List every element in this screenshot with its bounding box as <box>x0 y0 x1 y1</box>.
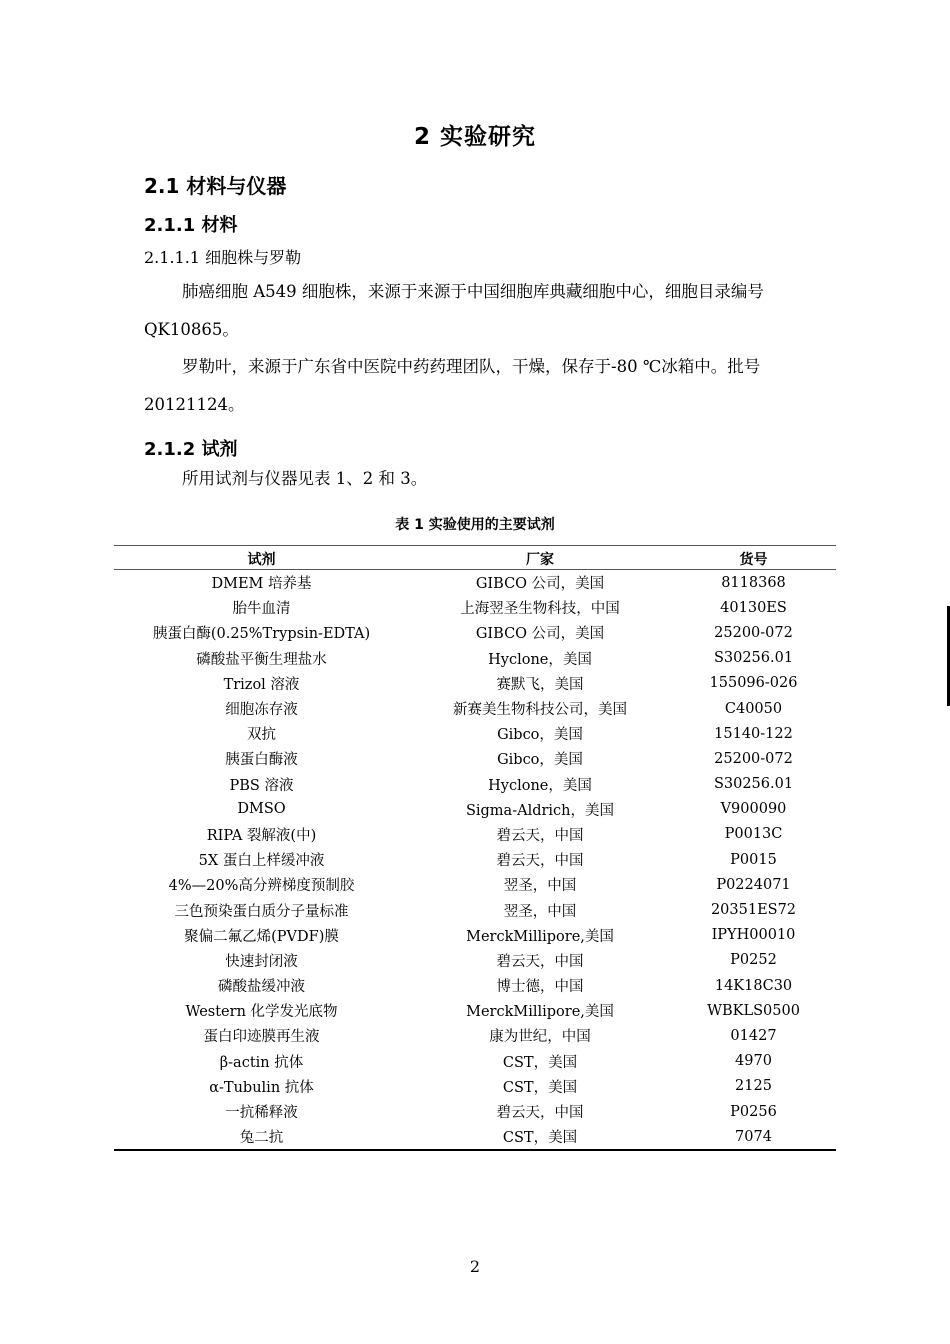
manufacturer-cell: CST，美国 <box>502 1079 578 1096</box>
reagent-cell: 磷酸盐缓冲液 <box>218 979 305 996</box>
reagent-cell: 磷酸盐平衡生理盐水 <box>196 651 327 668</box>
reagent-cell: Western 化学发光底物 <box>185 1004 338 1021</box>
manufacturer-cell: 上海翌圣生物科技，中国 <box>460 601 620 618</box>
manufacturer-cell: 康为世纪，中国 <box>489 1029 591 1046</box>
table-row <box>114 998 836 1023</box>
header-reagent: 试剂 <box>114 546 409 570</box>
table-caption: 表 1 实验使用的主要试剂 <box>395 517 555 533</box>
catalog-number-cell: 20351ES72 <box>710 902 797 919</box>
paragraph-cell-line: 肺癌细胞 A549 细胞株，来源于来源于中国细胞库典藏细胞中心，细胞目录编号 QK10865。 <box>144 282 764 339</box>
catalog-number-cell: 15140-122 <box>714 725 793 742</box>
manufacturer-cell: GIBCO 公司，美国 <box>475 576 605 593</box>
catalog-number-cell: V900090 <box>720 801 787 818</box>
table-row <box>114 570 836 596</box>
manufacturer-cell: MerckMillipore,美国 <box>466 1004 614 1021</box>
table-row <box>114 772 836 797</box>
manufacturer-cell: Gibco，美国 <box>497 752 583 769</box>
manufacturer-cell: CST，美国 <box>502 1054 578 1071</box>
reagent-cell: 4%—20%高分辨梯度预制胶 <box>168 878 355 895</box>
catalog-number-cell: 155096-026 <box>709 675 798 692</box>
table-row <box>114 696 836 721</box>
table-row <box>114 620 836 645</box>
table-row <box>114 646 836 671</box>
table-row <box>114 822 836 847</box>
catalog-number-cell: 7074 <box>671 1124 836 1150</box>
catalog-number-cell: P0256 <box>730 1103 777 1120</box>
table-header <box>114 546 836 570</box>
table-row <box>114 847 836 872</box>
reagent-cell: 双抗 <box>247 727 276 744</box>
reagent-cell: 聚偏二氟乙烯(PVDF)膜 <box>184 928 339 945</box>
table-row <box>114 897 836 922</box>
manufacturer-cell: 碧云天，中国 <box>496 953 584 970</box>
reagent-cell: Trizol 溶液 <box>223 676 300 693</box>
reagent-cell: α-Tubulin 抗体 <box>209 1079 314 1096</box>
section-heading-2-1: 2.1 材料与仪器 <box>144 174 287 198</box>
table-row <box>114 1074 836 1099</box>
catalog-number-cell: P0013C <box>724 826 783 843</box>
manufacturer-cell: 赛默飞，美国 <box>496 676 584 693</box>
catalog-number-cell: 01427 <box>730 1027 777 1044</box>
manufacturer-cell: Hyclone，美国 <box>488 777 592 794</box>
table-row <box>114 1099 836 1124</box>
table-row <box>114 721 836 746</box>
table-row <box>114 671 836 696</box>
manufacturer-cell: 碧云天，中国 <box>496 827 584 844</box>
manufacturer-cell: Sigma-Aldrich，美国 <box>465 802 615 819</box>
reagent-cell: PBS 溶液 <box>229 777 294 794</box>
table-row <box>114 872 836 897</box>
catalog-number-cell: WBKLS0500 <box>707 1002 800 1019</box>
manufacturer-cell: 翌圣，中国 <box>503 878 577 895</box>
manufacturer-cell: Gibco，美国 <box>497 727 583 744</box>
reagent-cell: 胰蛋白酶(0.25%Trypsin-EDTA) <box>152 626 371 643</box>
catalog-number-cell: 8118368 <box>721 574 786 591</box>
reagent-cell: DMEM 培养基 <box>211 576 312 593</box>
section-heading-2-1-1-1: 2.1.1.1 细胞株与罗勒 <box>144 248 302 267</box>
manufacturer-cell: MerckMillipore,美国 <box>466 928 614 945</box>
reagent-cell: 细胞冻存液 <box>225 702 298 719</box>
catalog-number-cell: 25200-072 <box>714 750 793 767</box>
table-row <box>114 797 836 822</box>
page-number: 2 <box>469 1257 481 1276</box>
reagent-cell: 一抗稀释液 <box>225 1105 298 1122</box>
manufacturer-cell: GIBCO 公司，美国 <box>475 626 605 643</box>
header-catalog-number: 货号 <box>671 546 836 570</box>
manufacturer-cell: 翌圣，中国 <box>503 903 577 920</box>
reagent-cell: 三色预染蛋白质分子量标准 <box>174 903 349 920</box>
manufacturer-cell: Hyclone，美国 <box>488 651 592 668</box>
section-heading-2-1-2: 2.1.2 试剂 <box>144 439 238 460</box>
chapter-title: 2 实验研究 <box>413 124 536 150</box>
catalog-number-cell: S30256.01 <box>713 650 794 667</box>
catalog-number-cell: 14K18C30 <box>714 977 793 994</box>
reagent-cell: DMSO <box>237 801 286 818</box>
manufacturer-cell: 博士德，中国 <box>496 979 584 996</box>
section-heading-2-1-1: 2.1.1 材料 <box>144 215 238 236</box>
manufacturer-cell: 碧云天，中国 <box>496 853 584 870</box>
manufacturer-cell: CST，美国 <box>409 1124 671 1150</box>
catalog-number-cell: IPYH00010 <box>711 927 796 944</box>
table-row <box>114 1049 836 1074</box>
catalog-number-cell: 2125 <box>735 1078 772 1095</box>
reagent-cell: 蛋白印迹膜再生液 <box>203 1029 320 1046</box>
reagent-cell: 胰蛋白酶液 <box>225 752 298 769</box>
reagents-table <box>114 545 836 1151</box>
manufacturer-cell: 新赛美生物科技公司，美国 <box>453 702 627 719</box>
table-body <box>114 570 836 1151</box>
catalog-number-cell: C40050 <box>724 700 783 717</box>
reagent-cell: β-actin 抗体 <box>219 1054 304 1071</box>
catalog-number-cell: S30256.01 <box>713 776 794 793</box>
catalog-number-cell: P0252 <box>730 952 777 969</box>
catalog-number-cell: 4970 <box>735 1053 772 1070</box>
manufacturer-cell: 碧云天，中国 <box>496 1105 584 1122</box>
catalog-number-cell: 40130ES <box>720 599 787 616</box>
reagent-cell: 胎牛血清 <box>232 601 291 618</box>
table-row <box>114 746 836 771</box>
table-row <box>114 923 836 948</box>
paragraph-basil: 罗勒叶，来源于广东省中医院中药药理团队，干燥，保存于-80 ℃冰箱中。批号 20121124。 <box>144 357 761 414</box>
paragraph-reagents: 所用试剂与仪器见表 1、2 和 3。 <box>182 469 428 488</box>
table-row <box>114 595 836 620</box>
table-row <box>114 948 836 973</box>
table-row <box>114 1124 836 1150</box>
reagent-cell: RIPA 裂解液(中) <box>206 827 317 844</box>
reagent-cell: 5X 蛋白上样缓冲液 <box>198 853 325 870</box>
table-row <box>114 973 836 998</box>
catalog-number-cell: P0224071 <box>716 876 791 893</box>
reagent-cell: 兔二抗 <box>114 1124 409 1150</box>
table-row <box>114 1023 836 1048</box>
reagent-cell: 快速封闭液 <box>225 953 298 970</box>
header-manufacturer: 厂家 <box>409 546 671 570</box>
catalog-number-cell: 25200-072 <box>714 624 793 641</box>
catalog-number-cell: P0015 <box>730 851 777 868</box>
